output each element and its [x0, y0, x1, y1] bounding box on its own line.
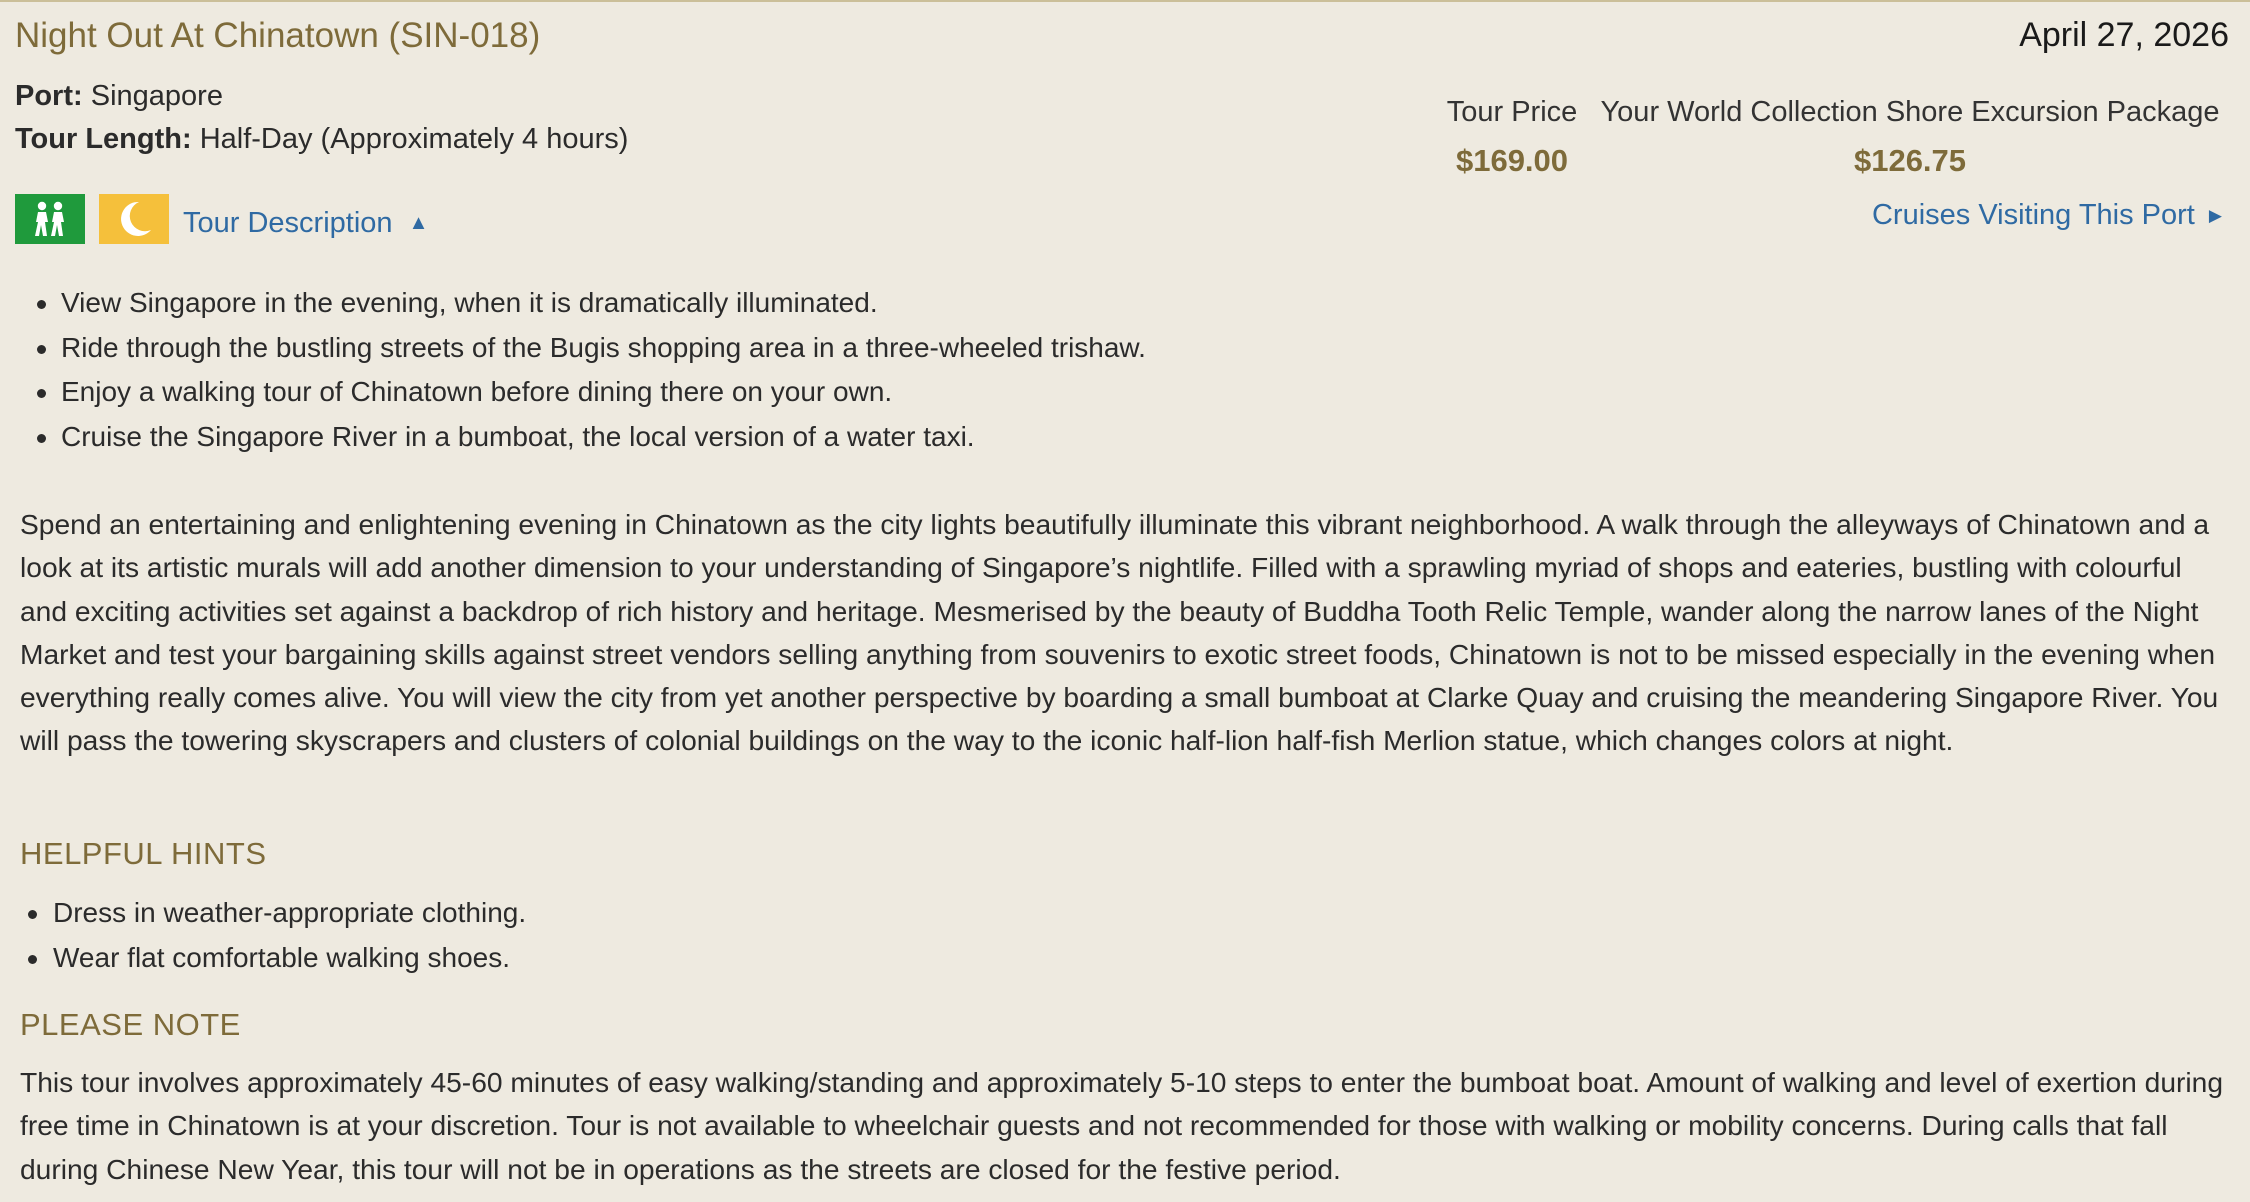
tour-length-info: [15, 123, 628, 156]
port-label: Port:: [15, 80, 83, 112]
tour-description-toggle[interactable]: [183, 207, 428, 240]
walking-people-icon: [15, 194, 85, 244]
port-value: Singapore: [90, 80, 223, 112]
tour-price-block: [1440, 96, 1584, 179]
tour-description-label: Tour Description: [183, 207, 393, 239]
tour-length-value: Half-Day (Approximately 4 hours): [199, 123, 629, 155]
package-price-label: Your World Collection Shore Excursion Package: [1600, 96, 2220, 128]
cruises-visiting-port-label: Cruises Visiting This Port: [1871, 199, 2195, 231]
list-item: Cruise the Singapore River in a bumboat, the local version of a water taxi.: [15, 415, 1146, 460]
list-item: Dress in weather-appropriate clothing.: [15, 891, 526, 936]
crescent-moon-icon: [99, 194, 169, 244]
highlights-list: [15, 281, 1146, 459]
helpful-hints-heading: HELPFUL HINTS: [20, 836, 267, 871]
package-price-value: $126.75: [1853, 143, 1967, 178]
list-item: View Singapore in the evening, when it is dramatically illuminated.: [15, 281, 1146, 326]
tour-length-label: Tour Length:: [15, 123, 192, 155]
package-price-block: [1600, 96, 2220, 179]
caret-up-icon: ▲: [408, 212, 429, 234]
port-info: [15, 80, 223, 113]
list-item: Enjoy a walking tour of Chinatown before dining there on your own.: [15, 370, 1146, 415]
list-item: Ride through the bustling streets of the Bugis shopping area in a three-wheeled trishaw.: [15, 326, 1146, 371]
tour-description-text: Spend an entertaining and enlightening evening in Chinatown as the city lights beautifully illuminate this vibrant neighborhood. A walk through the alleyways of Chinatown and a look at its artistic murals will add another dimension to your understanding of Singapore’s nightlife. Filled with a sprawling myriad of shops and eateries, bustling with colourful and exciting activities set against a backdrop of rich history and heritage. Mesmerised by the beauty of Buddha Tooth Relic Temple, wander along the narrow lanes of the Night Market and test your bargaining skills against street vendors selling anything from souvenirs to exotic street foods, Chinatown is not to be missed especially in the evening when everything really comes alive. You will view the city from yet another perspective by boarding a small bumboat at Clarke Quay and cruising the meandering Singapore River. You will pass the towering skyscrapers and clusters of colonial buildings on the way to the iconic half-lion half-fish Merlion statue, which changes colors at night.: [20, 508, 2219, 757]
tour-date: April 27, 2026: [2019, 16, 2229, 54]
tour-title: Night Out At Chinatown (SIN-018): [15, 16, 541, 55]
please-note-text: This tour involves approximately 45-60 minutes of easy walking/standing and approximately 5-10 steps to enter the bumboat boat. Amount of walking and level of exertion during free time in Chinatown is at your discretion. Tour is not available to wheelchair guests and not recommended for those with walking or mobility concerns. During calls that fall during Chinese New Year, this tour will not be in operations as the streets are closed for the festive period.: [20, 1066, 2224, 1185]
please-note-heading: PLEASE NOTE: [20, 1007, 241, 1042]
list-item: Wear flat comfortable walking shoes.: [15, 936, 526, 981]
tour-price-value: $169.00: [1455, 143, 1569, 178]
helpful-hints-list: [15, 891, 526, 980]
caret-right-icon: ▶: [2208, 206, 2222, 225]
tour-price-label: Tour Price: [1446, 96, 1578, 128]
cruises-visiting-port-link[interactable]: [1872, 199, 2222, 232]
